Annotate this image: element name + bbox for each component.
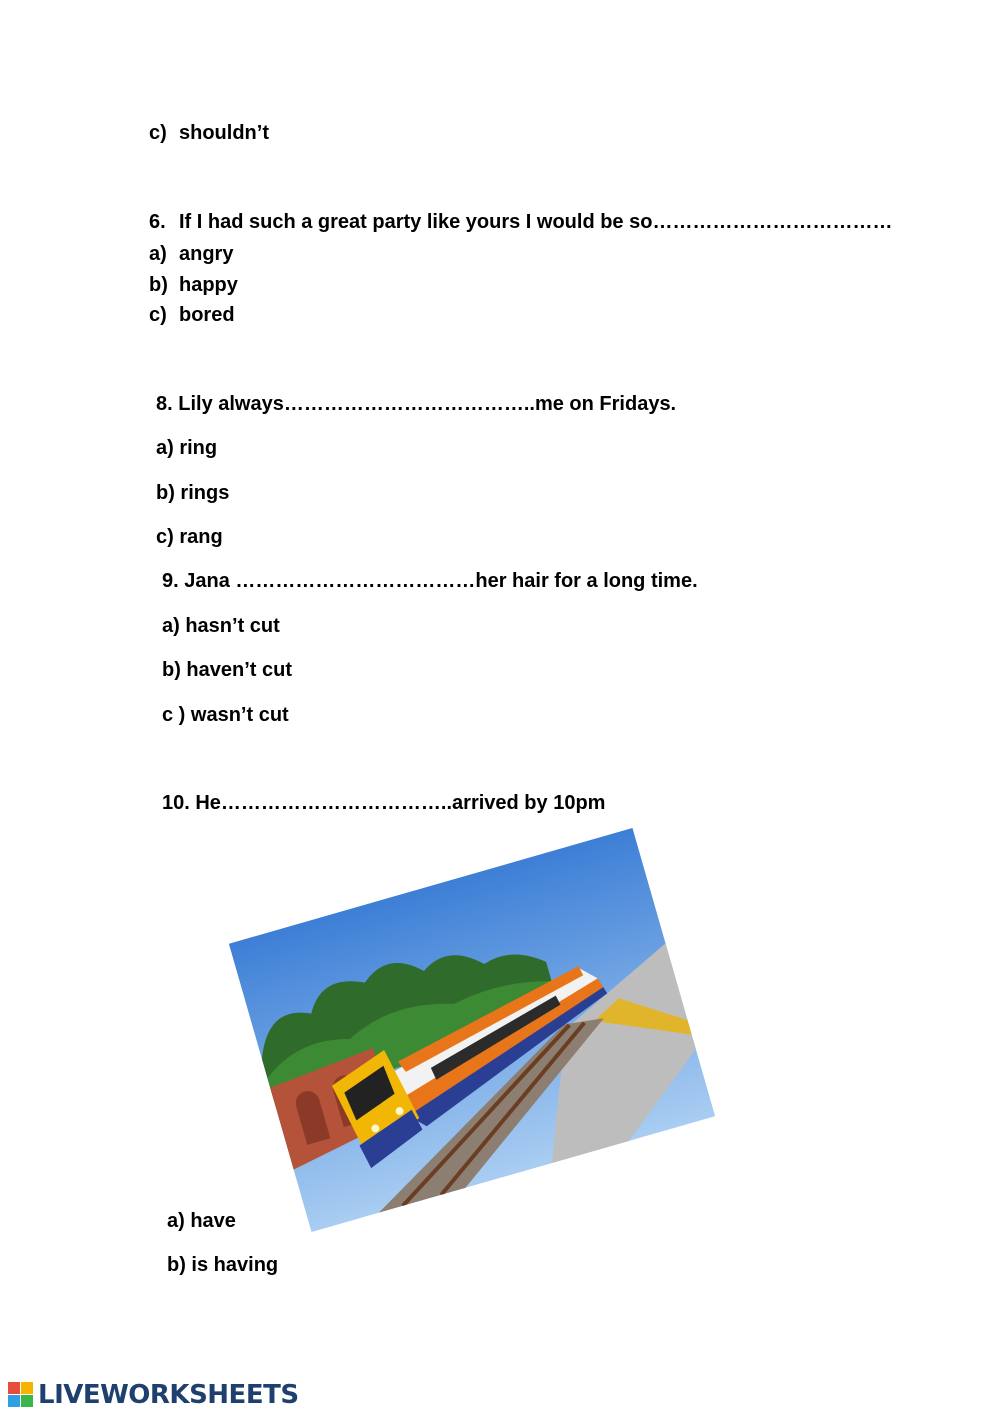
footer-logo <box>8 1380 299 1410</box>
q10-option-a: a) have <box>167 1210 236 1232</box>
question-8: 8. Lily always………………………………..me on Fridays. <box>156 393 677 415</box>
logo-text: LIVEWORKSHEETS <box>38 1380 299 1410</box>
liveworksheets-logo-icon <box>8 1382 34 1408</box>
q9-option-b: b) haven’t cut <box>162 659 293 681</box>
q6-option-b <box>149 273 238 297</box>
question-10: 10. He……………………………..arrived by 10pm <box>162 792 606 814</box>
q6-option-c <box>149 303 235 327</box>
q8-option-c: c) rang <box>156 526 223 548</box>
option-label: c) <box>149 304 167 326</box>
question-text: If I had such a great party like yours I would be so……………………………… <box>179 211 893 233</box>
prev-option-c <box>149 121 269 145</box>
option-label: c) <box>149 122 167 144</box>
train-photo <box>229 828 715 1232</box>
question-9: 9. Jana ………………………………her hair for a long time. <box>162 570 698 592</box>
q10-option-b: b) is having <box>167 1254 279 1276</box>
option-text: shouldn’t <box>179 122 269 144</box>
option-text: bored <box>179 304 235 326</box>
option-text: angry <box>179 243 234 265</box>
q9-option-a: a) hasn’t cut <box>162 615 280 637</box>
q6-option-a <box>149 242 233 266</box>
option-text: happy <box>179 274 238 296</box>
option-label: a) <box>149 243 167 265</box>
option-label: b) <box>149 274 168 296</box>
q8-option-a: a) ring <box>156 437 218 459</box>
question-6 <box>149 210 892 234</box>
q8-option-b: b) rings <box>156 482 230 504</box>
question-number: 6. <box>149 211 166 233</box>
q9-option-c: c ) wasn’t cut <box>162 704 289 726</box>
